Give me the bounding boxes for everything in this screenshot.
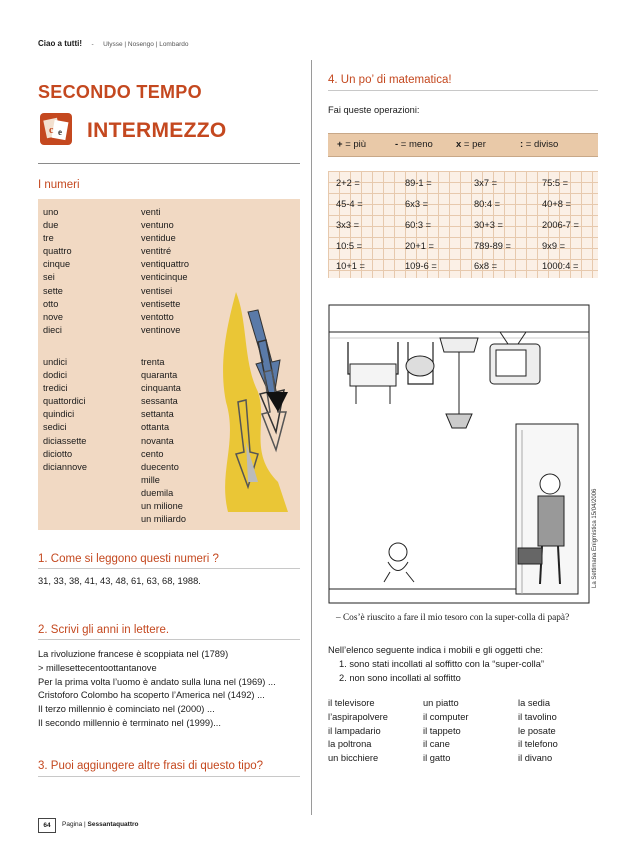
exercise-1-text: 31, 33, 38, 41, 43, 48, 61, 63, 68, 1988. [38,568,300,589]
number-item: quattordici [43,396,86,407]
intermezzo-logo-icon [40,113,72,145]
number-item: ventotto [141,311,174,322]
exercise-line: Il secondo millennio è terminato nel (1999)... [38,717,221,728]
number-item: ventuno [141,220,174,231]
number-item: ventisei [141,285,173,296]
number-item: dodici [43,370,68,381]
furniture-item: un piatto [423,698,459,708]
number-item: quaranta [141,370,178,381]
number-item: sei [43,272,55,283]
number-item: ventinove [141,324,181,335]
operation-cell: 89-1 = [405,178,432,188]
operator-times: x = per [456,139,486,150]
number-item: ventiquattro [141,259,190,270]
number-item: novanta [141,435,174,446]
numbers-col2a [141,206,189,337]
operation-cell: 80:4 = [474,199,501,209]
furniture-col-3 [518,697,558,766]
operation-cell: 30+3 = [474,220,503,230]
number-item: ventitré [141,246,172,257]
number-item: sette [43,285,63,296]
number-item: cinquanta [141,383,181,394]
number-item: tre [43,233,54,244]
page-label [62,821,138,828]
furniture-item: il divano [518,753,553,764]
exercise-line: > millesettecentoottantanove [38,662,157,673]
furniture-col-2 [423,697,468,766]
number-item: diciassette [43,435,87,446]
arrows-illustration [218,282,298,520]
operation-cell: 60:3 = [405,220,432,230]
operation-cell: 109-6 = [405,261,437,271]
header-title: Ciao a tutti! [38,39,82,48]
numbers-col2b [141,356,186,526]
elenco-intro: Nell’elenco seguente indica i mobili e gli oggetti che: [328,645,543,655]
furniture-item: il televisore [328,698,375,708]
number-item: venticinque [141,272,188,283]
number-item: uno [43,207,59,217]
numbers-heading: I numeri [38,179,80,191]
exercise-4-instruction: Fai queste operazioni: [328,105,420,115]
number-item: dieci [43,324,62,335]
svg-text:c: c [49,125,54,136]
number-item: duecento [141,461,179,472]
exercise-3-title: 3. Puoi aggiungere altre frasi di questo tipo? [38,760,264,772]
divider [328,90,598,91]
divider [38,163,300,164]
operation-cell: 2+2 = [336,178,360,188]
exercise-2-title: 2. Scrivi gli anni in lettere. [38,624,170,636]
furniture-item: il lampadario [328,725,381,736]
operation-cell: 3x3 = [336,220,360,230]
operation-cell: 789-89 = [474,241,511,251]
number-item: ventisette [141,298,181,309]
divider [38,776,300,777]
page-label-word: Sessantaquattro [87,821,139,828]
number-item: due [43,220,59,231]
furniture-item: il computer [423,711,469,722]
number-item: sessanta [141,396,178,407]
operation-cell: 10+1 = [336,261,365,271]
page-header [38,33,188,51]
operation-cell: 1000:4 = [542,261,579,271]
header-authors: Ulysse | Nosengo | Lombardo [103,41,189,48]
furniture-item: il cane [423,739,450,750]
svg-text:e: e [58,127,62,137]
exercise-4-title: 4. Un po’ di matematica! [328,74,452,86]
number-item: diciannove [43,461,87,472]
operation-cell: 6x3 = [405,199,429,209]
furniture-item: un bicchiere [328,753,379,764]
number-item: ottanta [141,422,170,433]
section-title: SECONDO TEMPO [38,82,202,102]
furniture-item: la poltrona [328,739,372,750]
number-item: nove [43,311,63,322]
operation-cell: 6x8 = [474,261,498,271]
number-item: mille [141,474,160,485]
operation-cell: 9x9 = [542,241,566,251]
exercise-2-text [38,639,300,731]
operation-cell: 45-4 = [336,199,363,209]
furniture-item: le posate [518,725,556,736]
furniture-item: il tappeto [423,725,461,736]
furniture-item: il tavolino [518,711,557,722]
number-item: otto [43,298,59,309]
furniture-item: il telefono [518,739,558,750]
exercise-line: Il terzo millennio è cominciato nel (2000) ... [38,704,215,715]
number-item: ventidue [141,233,176,244]
operations-grid [328,171,598,278]
operation-cell: 40+8 = [542,199,571,209]
operation-cell: 2006-7 = [542,220,579,230]
column-divider [311,60,312,815]
operation-cell: 20+1 = [405,241,434,251]
number-item: cento [141,448,164,459]
intermezzo-title: INTERMEZZO [87,119,227,142]
number-item: un milione [141,501,183,512]
operators-bar [328,133,598,157]
exercise-1-title: 1. Come si leggono questi numeri ? [38,553,219,565]
page-label-prefix: Pagina | [62,821,86,828]
comic-credit: La Settimana Enigmistica 15/04/2006 [592,488,598,588]
comic-illustration [328,304,590,604]
operator-minus: - = meno [395,139,433,150]
number-item: quindici [43,409,75,420]
number-item: diciotto [43,448,73,459]
number-item: undici [43,357,68,367]
page-number: 64 [38,818,56,833]
numbers-col1a [43,206,72,337]
exercise-line: La rivoluzione francese è scoppiata nel (1789) [38,649,229,659]
operator-divide: : = diviso [520,139,559,150]
number-item: quattro [43,246,72,257]
comic-caption: – Cos’è riuscito a fare il mio tesoro con la super-colla di papà? [336,613,570,623]
number-item: cinque [43,259,71,270]
operation-cell: 10:5 = [336,241,363,251]
header-separator: - [91,41,94,48]
number-item: duemila [141,487,174,498]
number-item: un miliardo [141,514,186,525]
numbers-col1b [43,356,87,474]
furniture-item: l’aspirapolvere [328,711,388,722]
number-item: venti [141,207,161,217]
elenco-block [328,644,598,685]
number-item: tredici [43,383,68,394]
operation-cell: 3x7 = [474,178,498,188]
operator-plus: + = più [337,139,367,150]
furniture-item: la sedia [518,698,551,708]
operation-cell: 75:5 = [542,178,569,188]
exercise-line: Cristoforo Colombo ha scoperto l’America nel (1492) ... [38,690,265,701]
elenco-item: 1. sono stati incollati al soffitto con la “super-colla” [339,658,544,669]
number-item: settanta [141,409,174,420]
number-item: trenta [141,357,165,367]
furniture-col-1 [328,697,388,766]
number-item: sedici [43,422,67,433]
furniture-item: il gatto [423,753,451,764]
exercise-line: Per la prima volta l’uomo è andato sulla luna nel (1969) ... [38,676,276,687]
elenco-item: 2. non sono incollati al soffitto [339,672,461,683]
